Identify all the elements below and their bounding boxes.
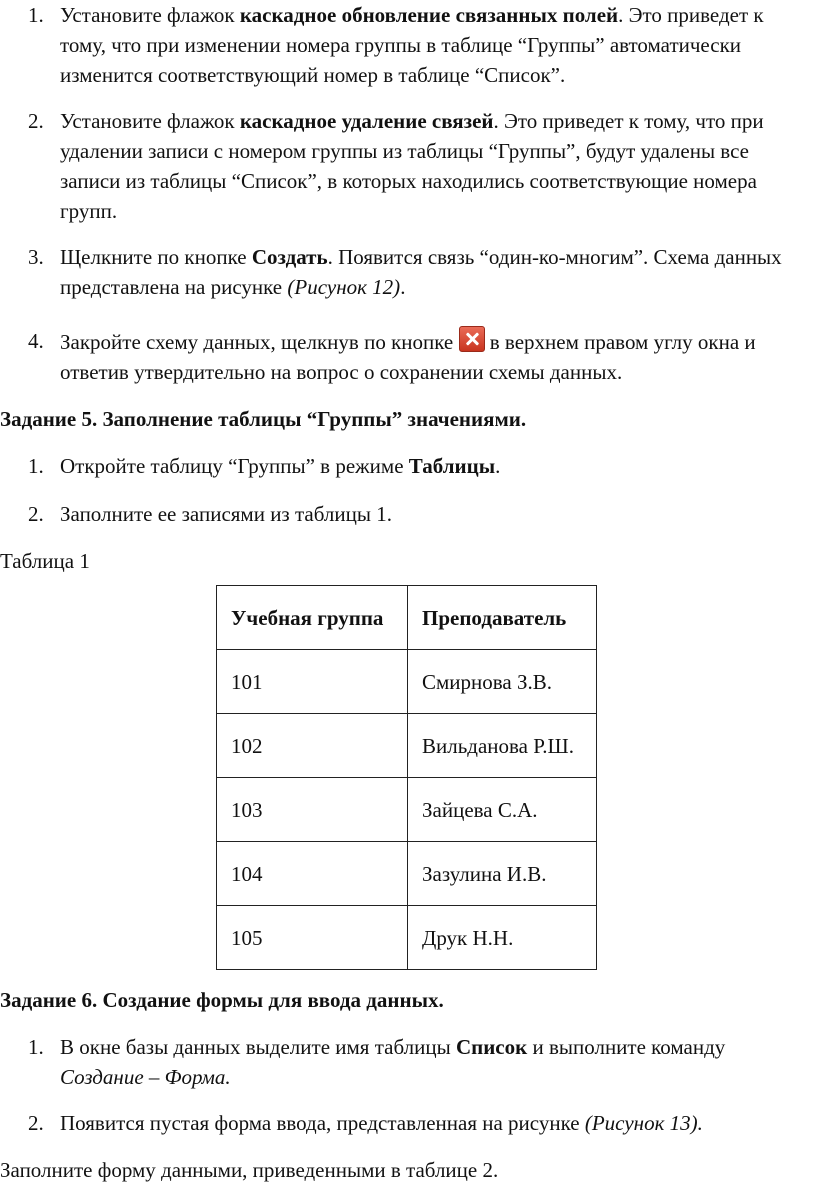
table-cell: 105: [217, 906, 408, 970]
close-icon: [459, 326, 485, 352]
figure-reference: (Рисунок 13).: [584, 1111, 703, 1135]
item-text-end: в верхнем правом углу окна и ответив утвердительно на вопрос о сохранении схемы данных.: [60, 330, 756, 384]
closing-paragraph: Заполните форму данными, приведенными в таблице 2.: [0, 1158, 499, 1182]
table-cell: Зазулина И.В.: [408, 842, 597, 906]
item-bold-text: каскадное удаление связей: [239, 109, 494, 133]
item-text: Щелкните по кнопке: [60, 245, 252, 269]
table-row: [217, 842, 597, 906]
item-text: Установите флажок: [60, 3, 240, 27]
item-text: Откройте таблицу “Группы” в режиме: [60, 454, 409, 478]
figure-reference: (Рисунок 12): [287, 275, 401, 299]
list-item: [0, 0, 812, 90]
item-text: Установите флажок: [60, 109, 240, 133]
item-text-end: . Это приведет к тому, что при удалении записи с номером группы из таблицы “Группы”, будут удалены все записи из таблицы “Список”, в которых находились соответствующие номера групп.: [60, 109, 764, 223]
item-text-end: .: [495, 454, 501, 478]
list-item: [0, 499, 812, 529]
list-item: [0, 242, 812, 302]
table-caption: Таблица 1: [0, 549, 90, 573]
groups-table: [216, 585, 597, 970]
list-number: 1.: [28, 3, 44, 27]
column-header: Преподаватель: [408, 586, 597, 650]
item-text: Появится пустая форма ввода, представленная на рисунке: [60, 1111, 585, 1135]
command-path: Создание – Форма.: [60, 1065, 231, 1089]
list-number: 4.: [28, 329, 44, 353]
list-item: [0, 326, 812, 387]
column-header: Учебная группа: [217, 586, 408, 650]
list-number: 1.: [28, 1035, 44, 1059]
list-number: 1.: [28, 454, 44, 478]
item-text-end: . Это приведет к тому, что при изменении номера группы в таблице “Группы” автоматически изменится соответствующий номер в таблице “Список”.: [60, 3, 764, 87]
table-cell: Зайцева С.А.: [408, 778, 597, 842]
list-item: [0, 1032, 812, 1092]
table-cell: 104: [217, 842, 408, 906]
list-number: 2.: [28, 502, 44, 526]
list-number: 2.: [28, 109, 44, 133]
list-number: 3.: [28, 245, 44, 269]
item-text-end: .: [400, 275, 406, 299]
list-item: [0, 451, 812, 481]
list-item: [0, 1108, 812, 1138]
item-text: Закройте схему данных, щелкнув по кнопке: [60, 330, 459, 354]
table-cell: Друк Н.Н.: [408, 906, 597, 970]
table-row: [217, 778, 597, 842]
task5-heading: Задание 5. Заполнение таблицы “Группы” значениями.: [0, 407, 527, 431]
table-header-row: [217, 586, 597, 650]
item-bold-text: Список: [455, 1035, 528, 1059]
table-row: [217, 906, 597, 970]
item-text-mid: . Появится связь “один-ко-многим”. Схема данных представлена на рисунке: [60, 245, 782, 299]
table-cell: 101: [217, 650, 408, 714]
item-bold-text: Таблицы: [408, 454, 496, 478]
table-cell: Вильданова Р.Ш.: [408, 714, 597, 778]
item-text: В окне базы данных выделите имя таблицы: [60, 1035, 456, 1059]
table-cell: 102: [217, 714, 408, 778]
table-row: [217, 650, 597, 714]
table-cell: Смирнова З.В.: [408, 650, 597, 714]
task6-heading: Задание 6. Создание формы для ввода данных.: [0, 988, 444, 1012]
table-row: [217, 714, 597, 778]
list-number: 2.: [28, 1111, 44, 1135]
item-text: Заполните ее записями из таблицы 1.: [60, 502, 392, 526]
item-bold-text: каскадное обновление связанных полей: [239, 3, 619, 27]
list-item: [0, 106, 812, 226]
item-bold-text: Создать: [251, 245, 328, 269]
item-text-mid: и выполните команду: [527, 1035, 726, 1059]
table-cell: 103: [217, 778, 408, 842]
